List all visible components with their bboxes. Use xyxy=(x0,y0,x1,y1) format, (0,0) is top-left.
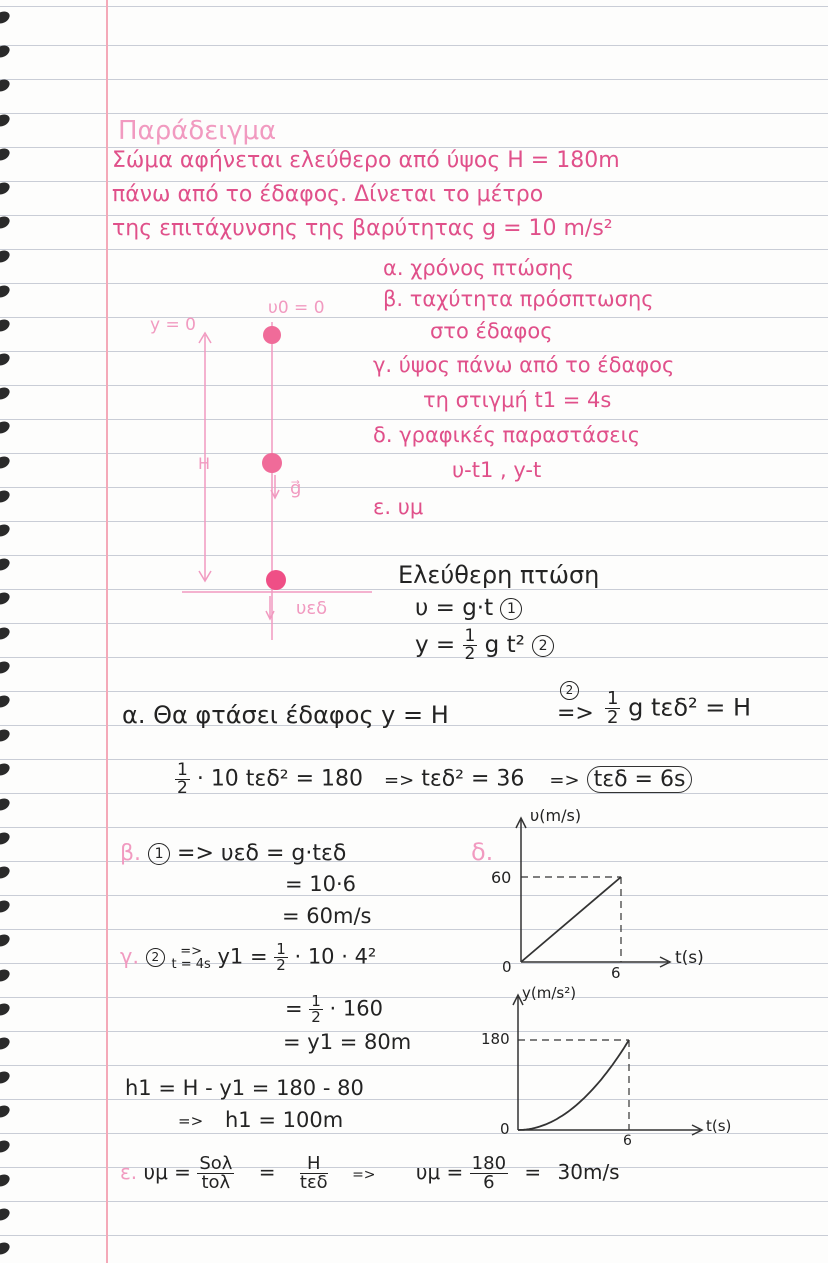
y0-label: y = 0 xyxy=(150,315,196,335)
part-a-line2-mid: · 10 tεδ² = 180 xyxy=(196,766,364,792)
part-e-line xyxy=(120,1155,620,1192)
part-e-f2-den: tεδ xyxy=(299,1172,328,1193)
graph2-ytick: 180 xyxy=(481,1030,510,1048)
part-g-cond-text: t = 4s xyxy=(171,956,211,972)
free-fall-eq2 xyxy=(415,628,554,663)
eq2-rhs: g t² xyxy=(484,632,525,658)
g-half-num: 1 xyxy=(276,940,286,958)
part-g-label: γ. xyxy=(120,944,140,969)
question-d-cont: υ-t1 , y-t xyxy=(452,458,542,482)
part-a-rhs-text: g tεδ² = H xyxy=(628,693,752,722)
part-b-line3: = 60m/s xyxy=(282,904,372,928)
part-a-half-den: 2 xyxy=(607,707,619,728)
part-g-line1 xyxy=(120,942,376,973)
part-a-line2-half xyxy=(175,762,190,797)
eq2-lhs: y = xyxy=(415,632,456,658)
question-g: γ. ύψος πάνω από το έδαφος xyxy=(373,353,675,377)
part-e-eq: = xyxy=(258,1160,276,1184)
graph1-velocity-line xyxy=(521,877,621,962)
part-b-label: β. xyxy=(120,841,142,866)
line2-half-num: 1 xyxy=(177,760,188,780)
part-e-res-frac xyxy=(470,1155,508,1192)
part-b-line1 xyxy=(120,843,346,865)
free-fall-eq1 xyxy=(415,597,522,620)
v0-label: υ0 = 0 xyxy=(268,298,325,318)
part-b-ref: 1 xyxy=(148,843,170,865)
part-g-cond xyxy=(171,945,210,971)
part-e-label: ε. xyxy=(120,1160,138,1184)
question-e: ε. υμ xyxy=(373,495,424,519)
part-e-res-num: 180 xyxy=(471,1153,507,1174)
part-e-frac2 xyxy=(300,1155,328,1192)
part-d-label: δ. xyxy=(471,838,494,866)
part-b-line2: = 10·6 xyxy=(285,872,357,896)
graph2-ylabel: y(m/s²) xyxy=(522,984,577,1002)
graph1-xlabel: t(s) xyxy=(675,948,704,968)
problem-line-3: της επιτάχυνσης της βαρύτητας g = 10 m/s² xyxy=(112,216,613,241)
part-e-frac1 xyxy=(197,1155,234,1192)
g-half-den: 2 xyxy=(276,956,286,974)
part-a-line2-result: tεδ² = 36 xyxy=(421,766,525,792)
part-a-line2-arrow2: => xyxy=(549,769,580,791)
eq1-number: 1 xyxy=(500,598,522,620)
part-a-prefix: α. Θα φτάσει έδαφος y = H xyxy=(122,701,449,729)
eq2-number: 2 xyxy=(532,635,554,657)
graph1-xtick: 6 xyxy=(611,964,621,982)
part-g-rhs: · 10 · 4² xyxy=(294,944,377,969)
part-g-half xyxy=(274,942,288,973)
free-fall-title: Ελεύθερη πτώση xyxy=(398,561,600,589)
part-a-ref: 2 xyxy=(560,681,579,700)
part-g-arrow: => xyxy=(180,943,203,959)
question-g-cont: τη στιγμή t1 = 4s xyxy=(423,388,612,412)
part-a-line1 xyxy=(122,703,449,727)
part-a-rhs xyxy=(605,690,751,727)
problem-line-1: Σώμα αφήνεται ελεύθερο από ύψος H = 180m xyxy=(112,148,620,173)
line2-half-den: 2 xyxy=(177,778,188,798)
graph1-ytick: 60 xyxy=(491,868,512,887)
v-ground-label: υεδ xyxy=(296,598,328,619)
part-b-eq: => υεδ = g·tεδ xyxy=(177,841,347,866)
graph1-origin: 0 xyxy=(502,958,512,976)
h1-line2: h1 = 100m xyxy=(225,1108,344,1132)
part-e-res-den: 6 xyxy=(483,1172,495,1193)
half-num: 1 xyxy=(464,626,476,646)
graph1-ylabel: υ(m/s) xyxy=(530,806,582,825)
height-label: H xyxy=(198,454,211,473)
graph2-xtick: 6 xyxy=(623,1133,632,1149)
part-a-line2 xyxy=(175,762,692,797)
part-g-line2-prefix: = xyxy=(285,996,303,1021)
g-vector-label: g⃗ xyxy=(290,478,302,499)
part-a-line2-arrow: => xyxy=(384,769,415,791)
g2-half-num: 1 xyxy=(311,992,321,1010)
ball-ground xyxy=(266,570,286,590)
part-e-lhs: υμ = xyxy=(143,1160,191,1184)
part-e-arrow: => xyxy=(352,1167,376,1183)
part-a-ref-wrap xyxy=(560,681,579,700)
example-title: Παράδειγμα xyxy=(118,116,277,146)
question-b: β. ταχύτητα πρόσπτωσης xyxy=(383,287,654,311)
half-den: 2 xyxy=(464,644,476,664)
part-e-result: 30m/s xyxy=(557,1160,620,1184)
h1-arrow: => xyxy=(178,1112,204,1130)
part-g-line2 xyxy=(285,994,383,1025)
part-a-half xyxy=(605,690,620,727)
part-e-approx: = xyxy=(524,1160,542,1184)
part-e-f1-den: tολ xyxy=(201,1172,231,1193)
part-a-answer: tεδ = 6s xyxy=(587,766,693,793)
part-e-f2-num: H xyxy=(300,1155,328,1174)
part-e-res-lhs: υμ = xyxy=(415,1160,464,1184)
question-d: δ. γραφικές παραστάσεις xyxy=(373,423,641,447)
part-a-half-num: 1 xyxy=(607,688,619,709)
ball-middle xyxy=(262,453,282,473)
part-g-ref: 2 xyxy=(146,948,165,967)
part-g-lhs: y1 = xyxy=(217,944,268,969)
part-e-f1-num: Sολ xyxy=(199,1153,233,1174)
question-a: α. χρόνος πτώσης xyxy=(383,256,574,280)
h1-line1: h1 = H - y1 = 180 - 80 xyxy=(125,1076,364,1100)
part-g-line2-rhs: · 160 xyxy=(329,996,383,1021)
graph2-xlabel: t(s) xyxy=(706,1117,732,1135)
ball-start xyxy=(263,326,281,344)
graph2-position-curve xyxy=(518,1040,629,1130)
question-b-cont: στο έδαφος xyxy=(430,319,553,343)
eq2-half xyxy=(463,628,478,663)
eq1-text: υ = g·t xyxy=(415,595,494,621)
graph2-origin: 0 xyxy=(500,1120,510,1138)
part-a-arrow: => xyxy=(557,701,594,726)
part-g-line2-half xyxy=(309,994,323,1025)
part-g-line3: = y1 = 80m xyxy=(283,1030,412,1054)
problem-line-2: πάνω από το έδαφος. Δίνεται το μέτρο xyxy=(112,182,544,207)
g2-half-den: 2 xyxy=(311,1008,321,1026)
